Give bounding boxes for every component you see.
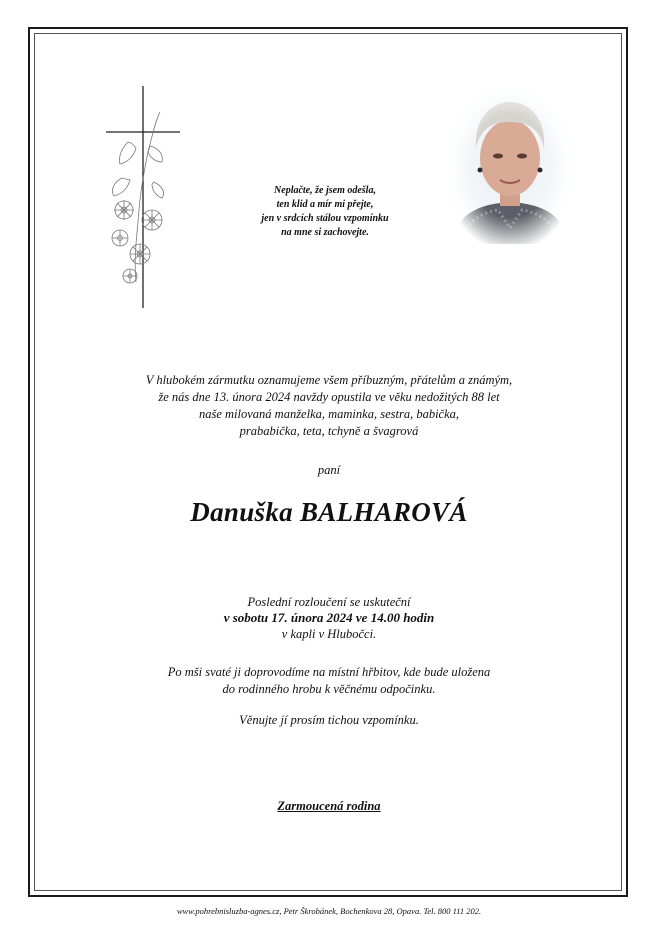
- announcement-line: V hlubokém zármutku oznamujeme všem příbuzným, přátelům a známým,: [145, 373, 513, 387]
- announcement-line: prababička, teta, tchyně a švagrová: [239, 424, 419, 438]
- announcement-line: naše milovaná manželka, maminka, sestra, babička,: [198, 407, 460, 421]
- farewell-place: v kapli v Hlubočci.: [281, 627, 377, 641]
- poem-line: Neplačte, že jsem odešla,: [274, 185, 376, 196]
- deceased-name: Danuška BALHAROVÁ: [190, 497, 468, 527]
- portrait-icon: [448, 88, 572, 244]
- burial-line: do rodinného hrobu k věčnému odpočinku.: [222, 682, 436, 696]
- poem-line: ten klid a mír mi přejte,: [276, 199, 374, 210]
- salutation: paní: [317, 463, 341, 477]
- poem-line: jen v srdcích stálou vzpomínku: [261, 213, 389, 224]
- family-signature: Zarmoucená rodina: [277, 799, 381, 813]
- poem-line: na mne si zachovejte.: [281, 227, 369, 238]
- funeral-service-footer: www.pohrebnisluzba-agnes.cz, Petr Škrobánek, Bochenkova 28, Opava. Tel. 800 111 202.: [176, 906, 482, 916]
- announcement-line: že nás dne 13. února 2024 navždy opustila ve věku nedožitých 88 let: [158, 390, 500, 404]
- farewell-datetime: v sobotu 17. února 2024 ve 14.00 hodin: [223, 610, 435, 625]
- farewell-intro: Poslední rozloučení se uskuteční: [247, 595, 411, 609]
- farewell-details: [100, 594, 558, 642]
- remembrance-text: Věnujte jí prosím tichou vzpomínku.: [239, 713, 419, 727]
- farewell-poem: [230, 184, 420, 240]
- burial-text: [100, 664, 558, 698]
- portrait-photo: [448, 88, 572, 244]
- cross-with-flowers-icon: [100, 82, 190, 312]
- burial-line: Po mši svaté ji doprovodíme na místní hřbitov, kde bude uložena: [167, 665, 491, 679]
- announcement-text: [100, 372, 558, 440]
